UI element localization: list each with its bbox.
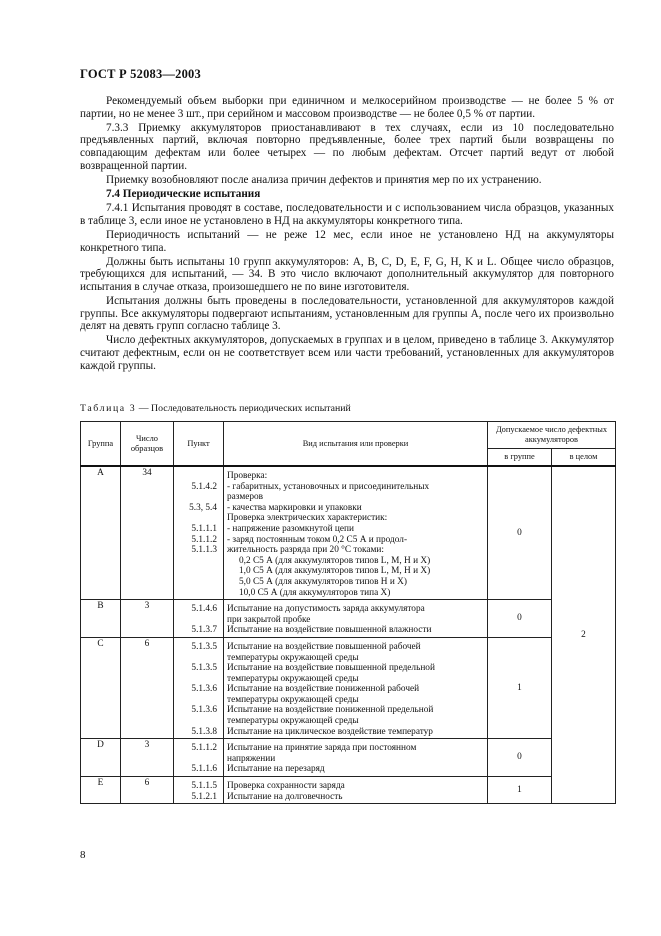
clause-line <box>177 716 217 727</box>
table-caption-text: — Последовательность периодических испытаний <box>136 403 351 414</box>
test-line: Испытание на воздействие повышенной предельной <box>227 663 435 674</box>
cell-test <box>224 600 488 638</box>
clause-line <box>177 695 217 706</box>
cell-group: C <box>81 637 121 738</box>
test-line: Проверка электрических характеристик: <box>227 513 388 524</box>
page-number: 8 <box>80 849 86 861</box>
table-caption-label: Таблица 3 <box>80 403 137 414</box>
test-line: Проверка сохранности заряда <box>227 781 345 792</box>
test-line: жительность разряда при 20 °С токами: <box>227 545 384 556</box>
test-line: температуры окружающей среды <box>227 694 359 705</box>
clause-line: 5.1.1.2 <box>191 534 217 545</box>
cell-clause <box>174 600 224 638</box>
table-row <box>81 466 616 600</box>
header-samples: Число образцов <box>121 422 174 467</box>
test-line: Испытание на допустимость заряда аккумулятора <box>227 604 425 615</box>
cell-test <box>224 777 488 804</box>
test-line: 1,0 C5 А (для аккумуляторов типов L, М, Н и X) <box>239 566 431 577</box>
cell-samples: 3 <box>121 739 174 777</box>
clause-line <box>177 674 217 685</box>
cell-defects-in-group: 0 <box>488 739 552 777</box>
cell-clause <box>174 739 224 777</box>
test-line: Испытание на перезаряд <box>227 764 325 775</box>
clause-line: 5.1.1.1 <box>191 523 217 534</box>
paragraph: Должны быть испытаны 10 групп аккумуляторов: А, В, С, D, Е, F, G, Н, K и L. Общее число образцов, требующихся для испытаний, — 34. В это число включают дополнительный аккумулятор для повторного испытания в случае отказа, произошедшего не по вине изготовителя. <box>80 255 614 293</box>
clause-line <box>177 566 217 577</box>
paragraph: Испытания должны быть проведены в последовательности, установленной для аккумуляторов каждой группы. Все аккумуляторы подвергают испытаниям, установленным для группы А, после чего их произвольно делят на девять групп согласно таблице 3. <box>80 295 614 333</box>
cell-samples: 6 <box>121 777 174 804</box>
test-line: - напряжение разомкнутой цепи <box>227 523 354 534</box>
clause-line <box>177 471 217 482</box>
clause-line <box>177 513 217 524</box>
clause-line: 5.1.1.2 <box>191 743 217 754</box>
cell-group: B <box>81 600 121 638</box>
paragraph: Приемку возобновляют после анализа причин дефектов и принятия мер по их устранению. <box>106 173 542 186</box>
cell-clause <box>174 637 224 738</box>
header-total: в целом <box>552 449 616 467</box>
cell-samples: 3 <box>121 600 174 638</box>
paragraph: Периодичность испытаний — не реже 12 мес, если иное не установлено НД на аккумуляторы конкретного типа. <box>80 228 614 254</box>
section-heading: 7.4 Периодические испытания <box>106 187 261 200</box>
cell-group: A <box>81 466 121 600</box>
cell-samples: 34 <box>121 466 174 600</box>
document-header: ГОСТ Р 52083—2003 <box>80 67 201 81</box>
table-row <box>81 600 616 638</box>
table-row <box>81 739 616 777</box>
clause-line: 5.1.3.6 <box>191 705 217 716</box>
cell-defects-in-group: 1 <box>488 777 552 804</box>
test-line: 5,0 C5 А (для аккумуляторов типов Н и X) <box>239 576 407 587</box>
test-line: температуры окружающей среды <box>227 716 359 727</box>
clause-line: 5.1.3.8 <box>191 726 217 737</box>
clause-line: 5.1.2.1 <box>191 791 217 802</box>
test-line: размеров <box>227 492 264 503</box>
paragraph: 7.3.3 Приемку аккумуляторов приостанавливают в тех случаях, если из 10 последовательно предъявленных партий, включая повторно предъявленные, более трех партий были возвращены по совпадающим дефектам или более четырех — по любым дефектам. Отсчет партий ведут от любой возвращенной партии. <box>80 121 614 172</box>
table-caption <box>80 403 351 414</box>
test-line: Испытание на воздействие повышенной влажности <box>227 625 432 636</box>
table-row <box>81 777 616 804</box>
cell-clause <box>174 466 224 600</box>
test-line: температуры окружающей среды <box>227 673 359 684</box>
test-line: температуры окружающей среды <box>227 652 359 663</box>
test-line: - габаритных, установочных и присоединительных <box>227 481 430 492</box>
paragraph: Рекомендуемый объем выборки при единичном и мелкосерийном производстве — не более 5 % от партии, но не менее 3 шт., при серийном и массовом производстве — не более 0,5 % от партии. <box>80 95 614 120</box>
cell-defects-in-group: 0 <box>488 466 552 600</box>
cell-defects-in-group: 0 <box>488 600 552 638</box>
header-group: Группа <box>81 422 121 467</box>
test-line: при закрытой пробке <box>227 614 311 625</box>
cell-test <box>224 466 488 600</box>
clause-line: 5.1.1.5 <box>191 781 217 792</box>
test-line: Испытание на воздействие повышенной рабочей <box>227 641 421 652</box>
clause-line: 5.1.4.6 <box>191 604 217 615</box>
header-clause: Пункт <box>174 422 224 467</box>
cell-clause <box>174 777 224 804</box>
clause-line <box>177 754 217 765</box>
test-line: Испытание на принятие заряда при постоянном <box>227 743 417 754</box>
clause-line <box>177 653 217 664</box>
test-line: напряжении <box>227 753 276 764</box>
body-text <box>80 95 614 374</box>
paragraph: 7.4.1 Испытания проводят в составе, последовательности и с использованием числа образцов, указанных в таблице 3, если иное не установлено в НД на аккумуляторы конкретного типа. <box>80 202 614 227</box>
periodic-tests-table <box>80 421 616 804</box>
table-body <box>81 466 616 804</box>
clause-line: 5.1.3.6 <box>191 684 217 695</box>
clause-line: 5.1.4.2 <box>191 481 217 492</box>
cell-defects-total: 2 <box>552 466 616 804</box>
clause-line: 5.1.3.5 <box>191 641 217 652</box>
test-line: - качества маркировки и упаковки <box>227 502 362 513</box>
header-test: Вид испытания или проверки <box>224 422 488 467</box>
cell-defects-in-group: 1 <box>488 637 552 738</box>
test-line: Испытание на воздействие пониженной предельной <box>227 705 434 716</box>
cell-group: D <box>81 739 121 777</box>
test-line: Испытание на долговечность <box>227 791 343 802</box>
clause-line: 5.1.1.3 <box>191 545 217 556</box>
cell-test <box>224 637 488 738</box>
paragraph: Число дефектных аккумуляторов, допускаемых в группах и в целом, приведено в таблице 3. Аккумулятор считают дефектным, если он не соответствует всем или части требований, установленных для аккумуляторов каждой группы. <box>80 334 614 372</box>
clause-line: 5.1.1.6 <box>191 764 217 775</box>
header-allowed: Допускаемое число дефектных аккумуляторов <box>488 422 616 449</box>
test-line: 0,2 C5 А (для аккумуляторов типов L, М, Н и X) <box>239 555 431 566</box>
cell-group: E <box>81 777 121 804</box>
test-line: Испытание на циклическое воздействие температур <box>227 726 433 737</box>
clause-line <box>177 615 217 626</box>
test-line: - заряд постоянным током 0,2 C5 А и продол- <box>227 534 408 545</box>
clause-line: 5.1.3.7 <box>191 625 217 636</box>
header-in-group: в группе <box>488 449 552 467</box>
test-line: Испытание на воздействие пониженной рабочей <box>227 684 420 695</box>
clause-line <box>177 556 217 567</box>
clause-line: 5.1.3.5 <box>191 663 217 674</box>
test-line: Проверка: <box>227 471 268 481</box>
clause-line <box>177 577 217 588</box>
test-line: 10,0 C5 А (для аккумуляторов типа X) <box>239 587 391 598</box>
cell-test <box>224 739 488 777</box>
cell-samples: 6 <box>121 637 174 738</box>
clause-line <box>177 588 217 599</box>
table-row <box>81 637 616 738</box>
clause-line <box>177 492 217 503</box>
clause-line: 5.3, 5.4 <box>189 502 217 513</box>
